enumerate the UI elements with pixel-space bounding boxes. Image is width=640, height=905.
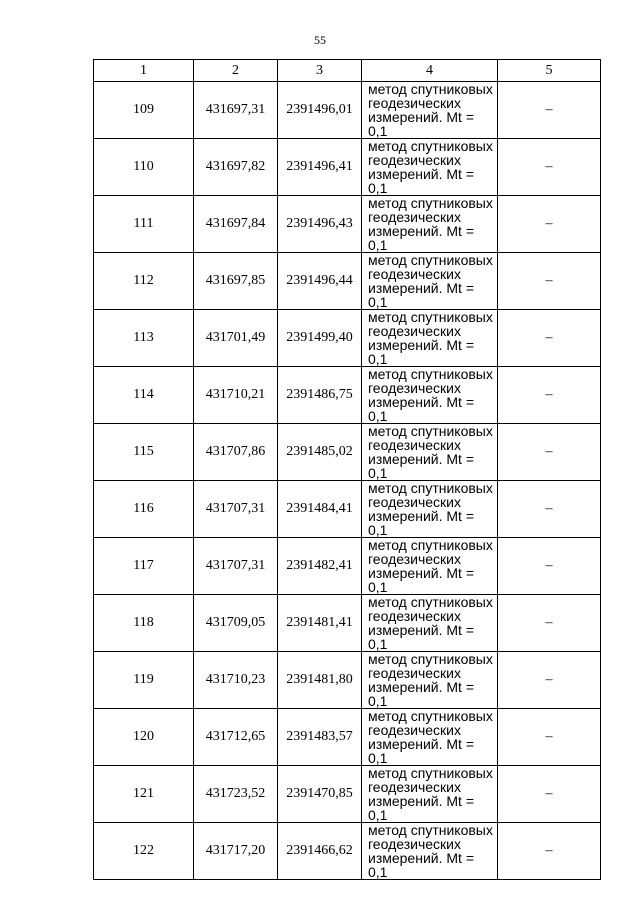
method-text-line: метод спутниковых (368, 651, 493, 667)
col5-cell: – (498, 253, 601, 310)
y-coordinate-cell: 2391481,41 (278, 595, 362, 652)
method-cell (362, 595, 498, 652)
method-text-line: геодезических (368, 323, 461, 339)
col5-cell: – (498, 709, 601, 766)
method-cell (362, 367, 498, 424)
x-coordinate-cell: 431701,49 (194, 310, 278, 367)
table-row (94, 595, 601, 652)
col5-cell: – (498, 481, 601, 538)
method-text-line: измерений. Mt = 0,1 (368, 508, 474, 538)
method-text-line: измерений. Mt = 0,1 (368, 109, 474, 139)
y-coordinate-cell: 2391496,01 (278, 82, 362, 139)
method-text-line: измерений. Mt = 0,1 (368, 850, 474, 880)
col5-cell: – (498, 367, 601, 424)
table-row (94, 652, 601, 709)
table-row (94, 766, 601, 823)
method-cell (362, 310, 498, 367)
x-coordinate-cell: 431707,86 (194, 424, 278, 481)
method-text-line: геодезических (368, 380, 461, 396)
x-coordinate-cell: 431707,31 (194, 538, 278, 595)
col5-cell: – (498, 82, 601, 139)
x-coordinate-cell: 431710,23 (194, 652, 278, 709)
method-text-line: геодезических (368, 551, 461, 567)
method-text-line: метод спутниковых (368, 822, 493, 838)
method-text-line: метод спутниковых (368, 81, 493, 97)
header-col-1: 1 (94, 60, 194, 82)
method-cell (362, 253, 498, 310)
x-coordinate-cell: 431697,82 (194, 139, 278, 196)
method-text-line: геодезических (368, 494, 461, 510)
col5-cell: – (498, 652, 601, 709)
table-row (94, 139, 601, 196)
x-coordinate-cell: 431709,05 (194, 595, 278, 652)
method-text-line: геодезических (368, 152, 461, 168)
method-text-line: метод спутниковых (368, 138, 493, 154)
col5-cell: – (498, 823, 601, 880)
method-text-line: измерений. Mt = 0,1 (368, 565, 474, 595)
point-number-cell: 112 (94, 253, 194, 310)
col5-cell: – (498, 538, 601, 595)
x-coordinate-cell: 431697,31 (194, 82, 278, 139)
method-text-line: измерений. Mt = 0,1 (368, 394, 474, 424)
col5-cell: – (498, 310, 601, 367)
method-cell (362, 196, 498, 253)
x-coordinate-cell: 431710,21 (194, 367, 278, 424)
y-coordinate-cell: 2391484,41 (278, 481, 362, 538)
method-text-line: геодезических (368, 437, 461, 453)
x-coordinate-cell: 431712,65 (194, 709, 278, 766)
header-col-2: 2 (194, 60, 278, 82)
method-text-line: измерений. Mt = 0,1 (368, 622, 474, 652)
method-text-line: геодезических (368, 779, 461, 795)
y-coordinate-cell: 2391496,43 (278, 196, 362, 253)
x-coordinate-cell: 431697,84 (194, 196, 278, 253)
method-text-line: измерений. Mt = 0,1 (368, 451, 474, 481)
table-row (94, 709, 601, 766)
method-cell (362, 823, 498, 880)
method-text-line: измерений. Mt = 0,1 (368, 166, 474, 196)
x-coordinate-cell: 431723,52 (194, 766, 278, 823)
method-cell (362, 139, 498, 196)
point-number-cell: 121 (94, 766, 194, 823)
method-cell (362, 709, 498, 766)
method-text-line: геодезических (368, 209, 461, 225)
method-text-line: геодезических (368, 608, 461, 624)
method-text-line: геодезических (368, 836, 461, 852)
method-cell (362, 538, 498, 595)
method-text-line: метод спутниковых (368, 594, 493, 610)
point-number-cell: 115 (94, 424, 194, 481)
table-row (94, 538, 601, 595)
point-number-cell: 111 (94, 196, 194, 253)
method-cell (362, 766, 498, 823)
method-text-line: измерений. Mt = 0,1 (368, 793, 474, 823)
table-row (94, 310, 601, 367)
method-cell (362, 82, 498, 139)
col5-cell: – (498, 424, 601, 481)
header-col-5: 5 (498, 60, 601, 82)
point-number-cell: 118 (94, 595, 194, 652)
method-text-line: метод спутниковых (368, 423, 493, 439)
y-coordinate-cell: 2391496,41 (278, 139, 362, 196)
table-row (94, 367, 601, 424)
y-coordinate-cell: 2391481,80 (278, 652, 362, 709)
point-number-cell: 109 (94, 82, 194, 139)
method-text-line: метод спутниковых (368, 537, 493, 553)
table-row (94, 196, 601, 253)
y-coordinate-cell: 2391496,44 (278, 253, 362, 310)
point-number-cell: 110 (94, 139, 194, 196)
y-coordinate-cell: 2391485,02 (278, 424, 362, 481)
method-text-line: геодезических (368, 95, 461, 111)
x-coordinate-cell: 431717,20 (194, 823, 278, 880)
method-text-line: измерений. Mt = 0,1 (368, 679, 474, 709)
point-number-cell: 120 (94, 709, 194, 766)
method-text-line: измерений. Mt = 0,1 (368, 280, 474, 310)
y-coordinate-cell: 2391482,41 (278, 538, 362, 595)
method-cell (362, 481, 498, 538)
method-cell (362, 652, 498, 709)
method-text-line: метод спутниковых (368, 708, 493, 724)
y-coordinate-cell: 2391499,40 (278, 310, 362, 367)
y-coordinate-cell: 2391470,85 (278, 766, 362, 823)
col5-cell: – (498, 595, 601, 652)
method-text-line: метод спутниковых (368, 366, 493, 382)
table-row (94, 823, 601, 880)
method-text-line: геодезических (368, 266, 461, 282)
point-number-cell: 117 (94, 538, 194, 595)
point-number-cell: 116 (94, 481, 194, 538)
x-coordinate-cell: 431707,31 (194, 481, 278, 538)
y-coordinate-cell: 2391466,62 (278, 823, 362, 880)
page-number: 55 (314, 33, 326, 47)
header-col-3: 3 (278, 60, 362, 82)
table-row (94, 481, 601, 538)
col5-cell: – (498, 196, 601, 253)
method-text-line: метод спутниковых (368, 252, 493, 268)
method-text-line: метод спутниковых (368, 309, 493, 325)
table-header (94, 60, 601, 82)
header-row (94, 60, 601, 82)
point-number-cell: 114 (94, 367, 194, 424)
point-number-cell: 119 (94, 652, 194, 709)
col5-cell: – (498, 766, 601, 823)
table-body (94, 82, 601, 880)
method-text-line: метод спутниковых (368, 480, 493, 496)
method-text-line: метод спутниковых (368, 195, 493, 211)
method-text-line: измерений. Mt = 0,1 (368, 736, 474, 766)
y-coordinate-cell: 2391483,57 (278, 709, 362, 766)
method-cell (362, 424, 498, 481)
table-row (94, 424, 601, 481)
coordinates-table (93, 59, 601, 880)
method-text-line: измерений. Mt = 0,1 (368, 223, 474, 253)
y-coordinate-cell: 2391486,75 (278, 367, 362, 424)
point-number-cell: 113 (94, 310, 194, 367)
table-row (94, 253, 601, 310)
method-text-line: геодезических (368, 665, 461, 681)
method-text-line: метод спутниковых (368, 765, 493, 781)
method-text-line: геодезических (368, 722, 461, 738)
x-coordinate-cell: 431697,85 (194, 253, 278, 310)
table-row (94, 82, 601, 139)
method-text-line: измерений. Mt = 0,1 (368, 337, 474, 367)
header-col-4: 4 (362, 60, 498, 82)
point-number-cell: 122 (94, 823, 194, 880)
col5-cell: – (498, 139, 601, 196)
